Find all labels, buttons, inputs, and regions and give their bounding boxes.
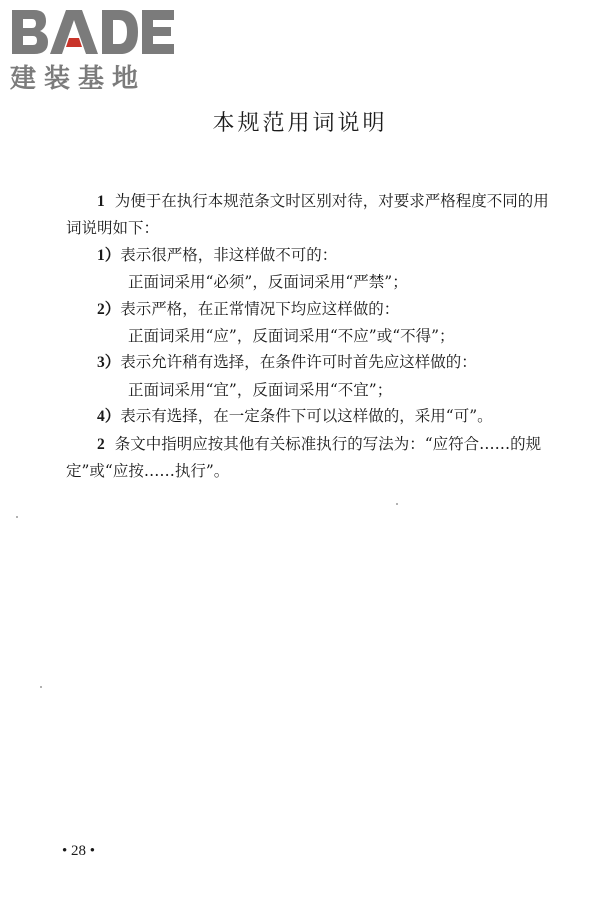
- clause-1: [66, 188, 550, 242]
- clause-2: [66, 431, 550, 485]
- bade-logo-subtitle: 建装基地: [10, 64, 147, 94]
- item-number: 1）: [97, 246, 121, 264]
- item-text: 表示有选择，在一定条件下可以这样做的，采用“可”。: [120, 407, 493, 426]
- item-text: 表示允许稍有选择，在条件许可时首先应这样做的：: [120, 353, 477, 372]
- item-text: 表示严格，在正常情况下均应这样做的：: [120, 299, 400, 318]
- page-number: • 28 •: [62, 843, 96, 859]
- scan-speck: [396, 503, 398, 505]
- document-body: [66, 188, 550, 484]
- bade-logo-mark: [8, 4, 178, 60]
- clause-1-item-4: [66, 403, 550, 430]
- clause-2-text: 条文中指明应按其他有关标准执行的写法为：“应符合……的规定”或“应按……执行”。: [66, 434, 542, 481]
- clause-1-item-3-detail: 正面词采用“宜”，反面词采用“不宜”；: [128, 380, 393, 399]
- scan-speck: [16, 516, 18, 518]
- scan-speck: [40, 686, 42, 688]
- item-text: 表示很严格，非这样做不可的：: [120, 245, 338, 264]
- item-number: 2）: [97, 300, 121, 318]
- item-number: 4）: [97, 408, 121, 426]
- bade-logo: [8, 4, 178, 94]
- clause-1-item-2-detail: 正面词采用“应”，反面词采用“不应”或“不得”；: [128, 327, 455, 346]
- clause-1-item-1: [66, 242, 550, 269]
- clause-2-number: 2: [97, 435, 105, 453]
- item-number: 3）: [97, 354, 121, 372]
- clause-1-item-2: [66, 296, 550, 323]
- clause-1-item-3: [66, 349, 550, 376]
- clause-1-text: 为便于在执行本规范条文时区别对待，对要求严格程度不同的用词说明如下：: [66, 192, 549, 238]
- clause-1-item-1-detail: 正面词采用“必须”，反面词采用“严禁”；: [128, 273, 408, 292]
- page-title: 本规范用词说明: [212, 111, 388, 136]
- clause-1-number: 1: [97, 193, 105, 210]
